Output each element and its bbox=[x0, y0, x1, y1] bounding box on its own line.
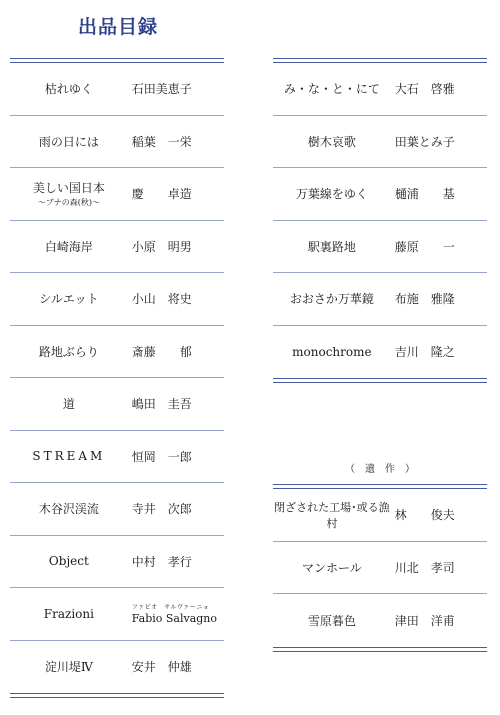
list-item bbox=[10, 221, 224, 274]
list-item bbox=[273, 63, 487, 116]
artist-name-block bbox=[128, 602, 224, 625]
list-item bbox=[273, 326, 487, 379]
work-title: マンホール bbox=[301, 560, 362, 575]
artist-name: 樋浦 基 bbox=[394, 187, 455, 202]
work-title: 雨の日には bbox=[38, 134, 99, 149]
list-item bbox=[10, 116, 224, 169]
work-title: 道 bbox=[62, 397, 75, 412]
list-item bbox=[10, 378, 224, 431]
right-column bbox=[273, 58, 487, 383]
artist-name: 小原 明男 bbox=[131, 239, 192, 254]
work-title: 白崎海岸 bbox=[44, 239, 93, 254]
artist-name: 吉川 隆之 bbox=[394, 345, 455, 360]
artist-name: 石田美恵子 bbox=[131, 82, 192, 97]
list-item bbox=[273, 116, 487, 169]
work-title: 枯れゆく bbox=[44, 82, 93, 97]
artist-name: 林 俊夫 bbox=[394, 508, 455, 523]
list-item bbox=[273, 489, 487, 542]
artist-name: 稲葉 一栄 bbox=[131, 134, 192, 149]
list-item bbox=[273, 273, 487, 326]
list-item bbox=[10, 431, 224, 484]
work-title: 美しい国日本 bbox=[32, 181, 105, 196]
work-title: 樹木哀歌 bbox=[307, 134, 356, 149]
artist-name: 川北 孝司 bbox=[394, 560, 455, 575]
artist-name: 小山 将史 bbox=[131, 292, 192, 307]
artist-name: 大石 啓雅 bbox=[394, 82, 455, 97]
list-item bbox=[273, 594, 487, 647]
work-title: 万葉線をゆく bbox=[295, 187, 368, 202]
work-title: み・な・と・にて bbox=[283, 82, 380, 97]
work-title: monochrome bbox=[292, 344, 372, 359]
artist-name: 恒岡 一郎 bbox=[131, 449, 192, 464]
list-item bbox=[10, 168, 224, 221]
list-item bbox=[10, 588, 224, 641]
artist-name: 嶋田 圭吾 bbox=[131, 397, 192, 412]
work-title: 淀川堤Ⅳ bbox=[44, 660, 93, 675]
work-title: おおさか万華鏡 bbox=[289, 292, 374, 307]
work-title: STREAM bbox=[32, 449, 106, 464]
left-column bbox=[10, 58, 224, 698]
list-item bbox=[10, 326, 224, 379]
artist-name: Fabio Salvagno bbox=[131, 612, 218, 626]
artist-name: 中村 孝行 bbox=[131, 554, 192, 569]
artist-name: 慶 卓造 bbox=[131, 187, 192, 202]
list-item bbox=[10, 63, 224, 116]
posthumous-column bbox=[273, 484, 487, 652]
list-item bbox=[10, 536, 224, 589]
artist-name: 田葉とみ子 bbox=[394, 134, 455, 149]
list-item bbox=[10, 483, 224, 536]
list-item bbox=[273, 168, 487, 221]
list-item bbox=[10, 641, 224, 694]
artist-name: 斎藤 郁 bbox=[131, 344, 192, 359]
double-rule bbox=[273, 378, 487, 383]
work-title: 雪原暮色 bbox=[307, 613, 356, 628]
work-title: 木谷沢渓流 bbox=[38, 502, 99, 517]
work-title: 路地ぶらり bbox=[38, 344, 99, 359]
double-rule bbox=[273, 647, 487, 652]
artist-furigana: ファビオ サルヴァーニョ bbox=[131, 604, 210, 612]
work-title: Frazioni bbox=[43, 606, 94, 621]
work-title: Object bbox=[48, 554, 89, 569]
list-item bbox=[10, 273, 224, 326]
work-subtitle: 〜ブナの森(秋)〜 bbox=[37, 198, 100, 208]
work-title-block bbox=[10, 179, 128, 208]
work-title: シルエット bbox=[39, 292, 99, 307]
page-title: 出品目録 bbox=[78, 16, 159, 38]
artist-name: 藤原 一 bbox=[394, 239, 455, 254]
work-title: 閉ざされた工場･或る漁村 bbox=[274, 500, 390, 530]
artist-name: 寺井 次郎 bbox=[131, 502, 192, 517]
work-title: 駅裏路地 bbox=[307, 239, 356, 254]
artist-name: 安井 仲雄 bbox=[131, 660, 192, 675]
artist-name: 布施 雅隆 bbox=[394, 292, 455, 307]
artist-name: 津田 洋甫 bbox=[394, 613, 455, 628]
posthumous-heading: （ 遺 作 ） bbox=[345, 464, 415, 475]
list-item bbox=[273, 542, 487, 595]
double-rule bbox=[10, 693, 224, 698]
list-item bbox=[273, 221, 487, 274]
